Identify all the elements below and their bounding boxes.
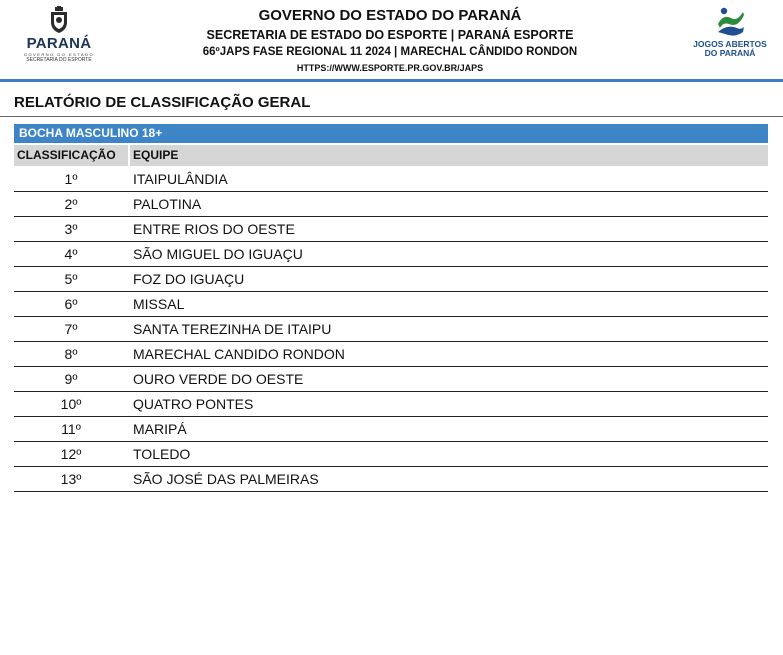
column-separator: [128, 145, 130, 166]
table-row: [14, 417, 768, 442]
row-team: OURO VERDE DO OESTE: [133, 371, 304, 387]
logo-brand-text: PARANÁ: [26, 35, 92, 52]
category-bar: BOCHA MASCULINO 18+: [14, 124, 768, 143]
row-position: 13º: [60, 471, 82, 487]
row-position: 12º: [60, 446, 82, 462]
jogos-abertos-logo: [690, 6, 770, 68]
row-position: 2º: [64, 196, 78, 212]
column-header-equipe: EQUIPE: [133, 148, 179, 162]
row-position: 8º: [64, 346, 78, 362]
table-row: [14, 167, 768, 192]
table-row: [14, 292, 768, 317]
row-team: FOZ DO IGUAÇU: [133, 271, 245, 287]
table-row: [14, 442, 768, 467]
logo-right-line-2: DO PARANÁ: [704, 48, 756, 58]
logo-right-line-1: JOGOS ABERTOS: [693, 39, 767, 49]
parana-logo: [14, 6, 104, 68]
row-team: ENTRE RIOS DO OESTE: [133, 221, 295, 237]
row-position: 10º: [60, 396, 82, 412]
table-row: [14, 317, 768, 342]
row-team: SÃO JOSÉ DAS PALMEIRAS: [133, 471, 319, 487]
row-team: SÃO MIGUEL DO IGUAÇU: [133, 246, 303, 262]
document-header: [0, 0, 783, 80]
table-row: [14, 367, 768, 392]
table-row: [14, 267, 768, 292]
row-position: 3º: [64, 221, 78, 237]
header-text-block: [120, 6, 660, 76]
row-team: QUATRO PONTES: [133, 396, 254, 412]
row-team: SANTA TEREZINHA DE ITAIPU: [133, 321, 332, 337]
row-position: 5º: [64, 271, 78, 287]
header-url[interactable]: HTTPS://WWW.ESPORTE.PR.GOV.BR/JAPS: [296, 63, 484, 73]
table-row: [14, 192, 768, 217]
table-row: [14, 392, 768, 417]
report-title: RELATÓRIO DE CLASSIFICAÇÃO GERAL: [14, 94, 311, 111]
parana-crest-icon: [48, 6, 70, 34]
row-team: TOLEDO: [133, 446, 191, 462]
row-team: PALOTINA: [133, 196, 202, 212]
row-team: ITAIPULÂNDIA: [133, 171, 228, 187]
row-position: 11º: [61, 421, 81, 437]
row-position: 4º: [64, 246, 78, 262]
title-divider: [0, 116, 783, 117]
column-header-classificacao: CLASSIFICAÇÃO: [17, 148, 116, 162]
table-row: [14, 217, 768, 242]
classification-table: [14, 167, 768, 492]
row-position: 6º: [64, 296, 78, 312]
row-position: 1º: [64, 171, 78, 187]
logo-tagline: GOVERNO DO ESTADO: [23, 52, 95, 57]
table-row: [14, 342, 768, 367]
row-team: MARECHAL CANDIDO RONDON: [133, 346, 345, 362]
row-position: 7º: [64, 321, 78, 337]
header-divider: [0, 79, 783, 82]
jogos-abertos-athlete-icon: [713, 6, 747, 40]
header-line-2: SECRETARIA DE ESTADO DO ESPORTE | PARANÁ ESPORTE: [206, 28, 574, 42]
row-position: 9º: [64, 371, 78, 387]
row-team: MISSAL: [133, 296, 185, 312]
table-row: [14, 242, 768, 267]
table-row: [14, 467, 768, 492]
logo-subtitle: SECRETARIA DO ESPORTE: [26, 57, 92, 63]
table-header: [14, 145, 768, 166]
header-line-3: 66ºJAPS FASE REGIONAL 11 2024 | MARECHAL CÂNDIDO RONDON: [202, 46, 578, 58]
header-line-1: GOVERNO DO ESTADO DO PARANÁ: [258, 7, 522, 24]
row-team: MARIPÁ: [133, 421, 187, 437]
